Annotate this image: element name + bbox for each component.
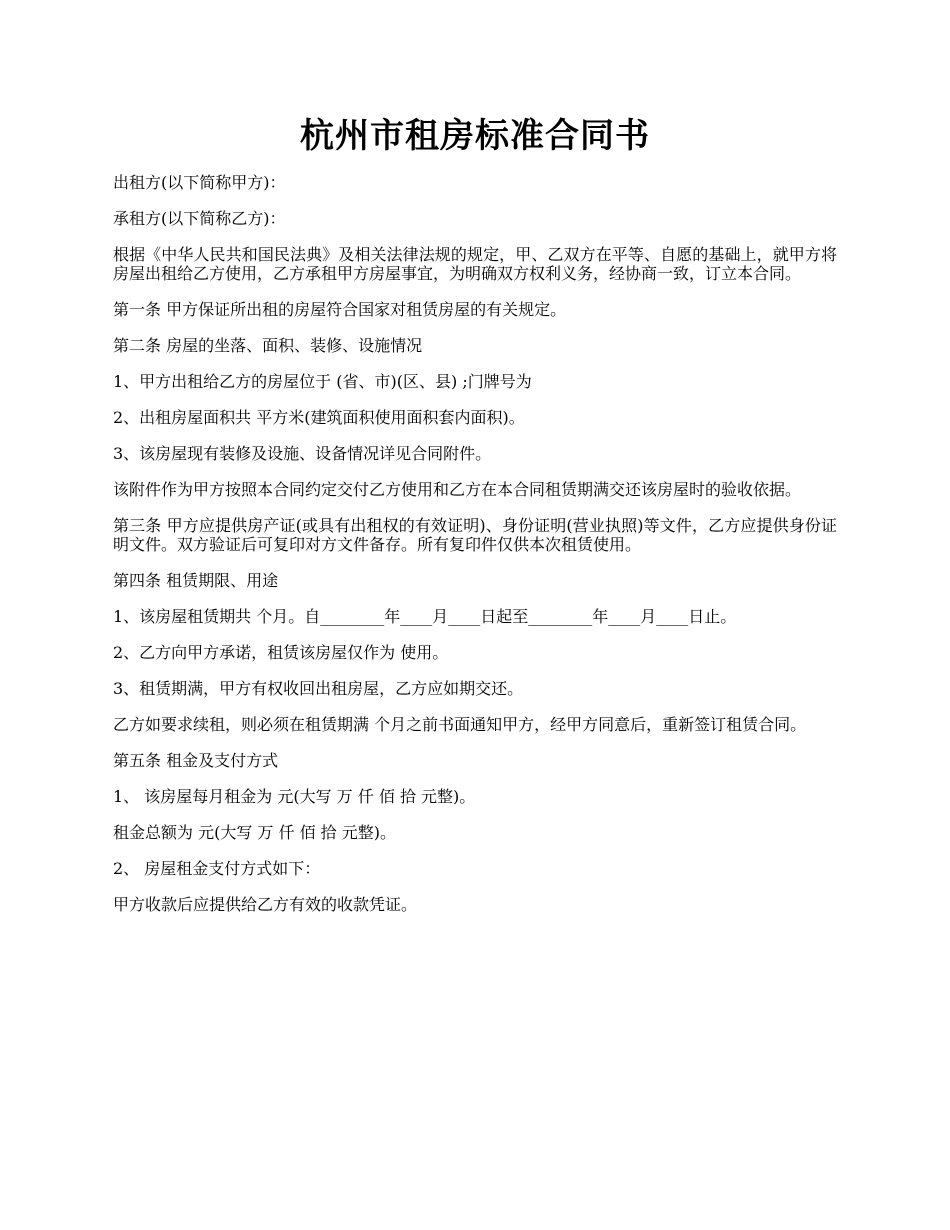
article-2-heading: 第二条 房屋的坐落、面积、装修、设施情况 <box>113 336 423 355</box>
article-5-item-1: 1、 该房屋每月租金为 元(大写 万 仟 佰 拾 元整)。 <box>113 787 476 806</box>
article-4-item-3: 3、租赁期满，甲方有权收回出租房屋，乙方应如期交还。 <box>113 679 524 698</box>
article-4-item-1: 1、该房屋租赁期共 个月。自________年____月____日起至________年____月____日止。 <box>113 607 737 626</box>
article-1: 第一条 甲方保证所出租的房屋符合国家对租赁房屋的有关规定。 <box>113 300 567 319</box>
party-a-line: 出租方(以下简称甲方)： <box>113 173 286 192</box>
article-5-item-2: 2、 房屋租金支付方式如下： <box>113 859 321 878</box>
article-4-item-2: 2、乙方向甲方承诺，租赁该房屋仅作为 使用。 <box>113 643 449 662</box>
article-5-receipt-note: 甲方收款后应提供给乙方有效的收款凭证。 <box>113 895 418 914</box>
party-b-line: 承租方(以下简称乙方)： <box>113 209 286 228</box>
document-body <box>113 173 837 914</box>
preamble-paragraph: 根据《中华人民共和国民法典》及相关法律法规的规定，甲、乙双方在平等、自愿的基础上，就甲方将房屋出租给乙方使用，乙方承租甲方房屋事宜，为明确双方权利义务，经协商一致，订立本合同。 <box>113 245 837 283</box>
article-2-item-1: 1、甲方出租给乙方的房屋位于 (省、市)(区、县) ;门牌号为 <box>113 372 532 391</box>
article-5-total-rent: 租金总额为 元(大写 万 仟 佰 拾 元整)。 <box>113 823 397 842</box>
article-2-annex-note: 该附件作为甲方按照本合同约定交付乙方使用和乙方在本合同租赁期满交还该房屋时的验收依据。 <box>113 480 802 499</box>
article-2-item-2: 2、出租房屋面积共 平方米(建筑面积使用面积套内面积)。 <box>113 408 525 427</box>
document-title: 杭州市租房标准合同书 <box>300 116 650 156</box>
article-3: 第三条 甲方应提供房产证(或具有出租权的有效证明)、身份证明(营业执照)等文件，乙方应提供身份证明文件。双方验证后可复印对方文件备存。所有复印件仅供本次租赁使用。 <box>113 516 837 554</box>
article-4-heading: 第四条 租赁期限、用途 <box>113 571 279 590</box>
article-4-renewal-note: 乙方如要求续租，则必须在租赁期满 个月之前书面通知甲方，经甲方同意后，重新签订租赁合同。 <box>113 715 807 734</box>
article-5-heading: 第五条 租金及支付方式 <box>113 751 279 770</box>
article-2-item-3: 3、该房屋现有装修及设施、设备情况详见合同附件。 <box>113 444 492 463</box>
